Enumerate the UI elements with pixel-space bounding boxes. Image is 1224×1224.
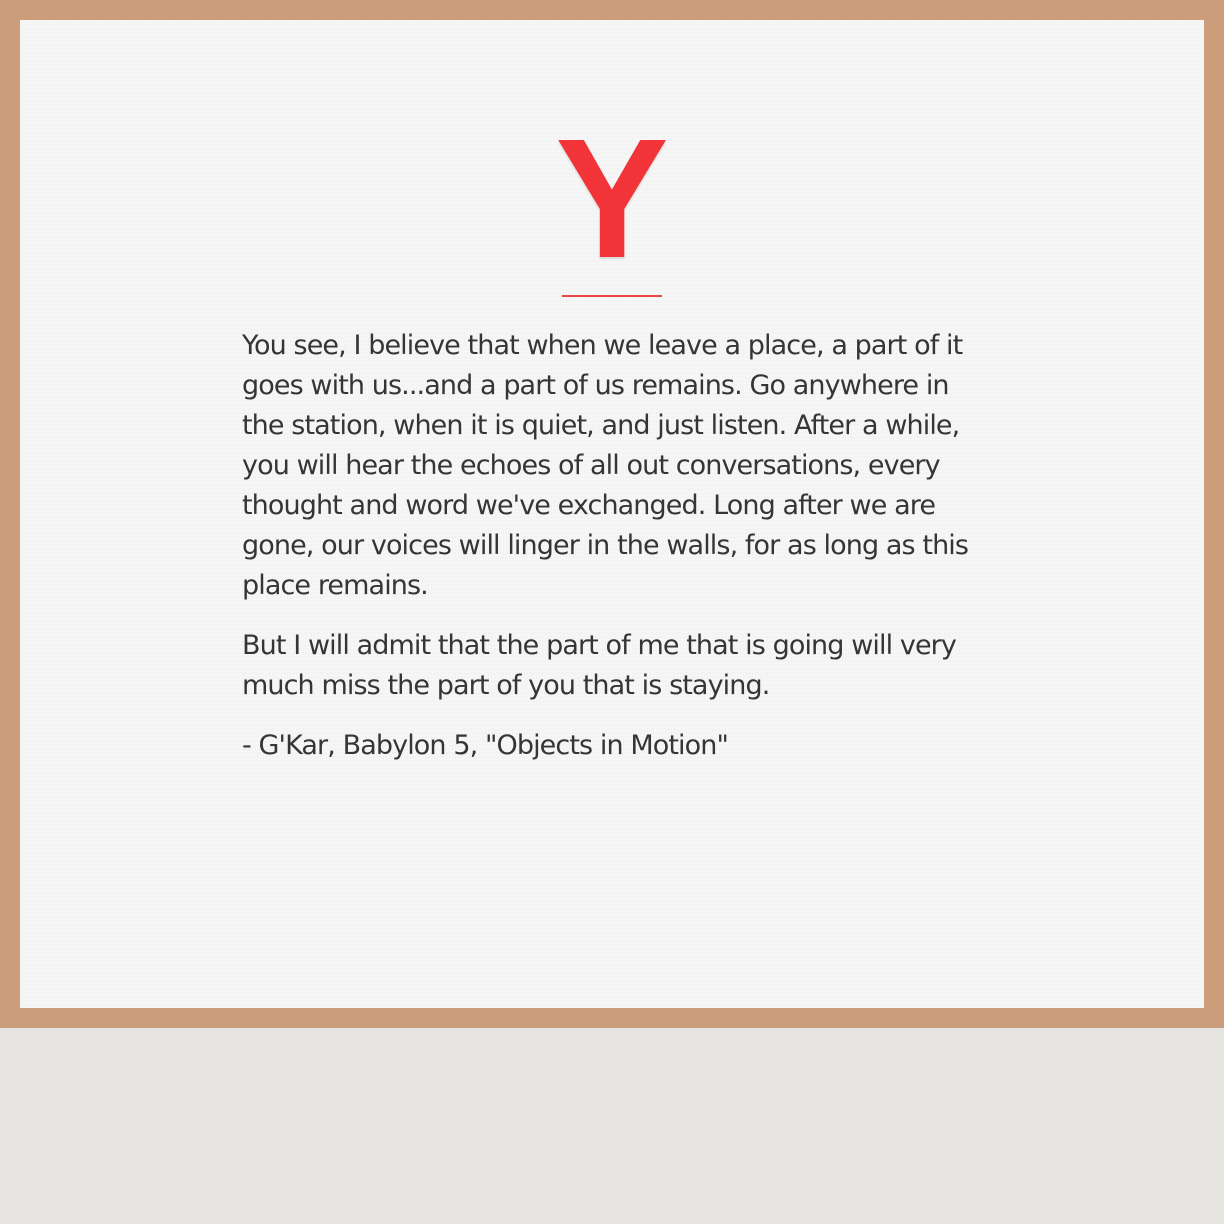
quote-card xyxy=(20,20,1204,1008)
logo-letter: Y xyxy=(555,104,669,294)
quote-paragraph-2: But I will admit that the part of me that is going will very much miss the part of you that is staying. xyxy=(242,630,956,701)
quote-attribution: - G'Kar, Babylon 5, "Objects in Motion" xyxy=(242,730,729,761)
quote-body xyxy=(242,326,982,786)
quote-paragraph-1: You see, I believe that when we leave a place, a part of it goes with us...and a part of us remains. Go anywhere in the station, when it is quiet, and just listen. After a while, you will hear the echoes of all out conversations, every thought and word we've exchanged. Long after we are gone, our voices will linger in the walls, for as long as this place remains. xyxy=(242,330,969,601)
divider-line xyxy=(562,295,662,297)
